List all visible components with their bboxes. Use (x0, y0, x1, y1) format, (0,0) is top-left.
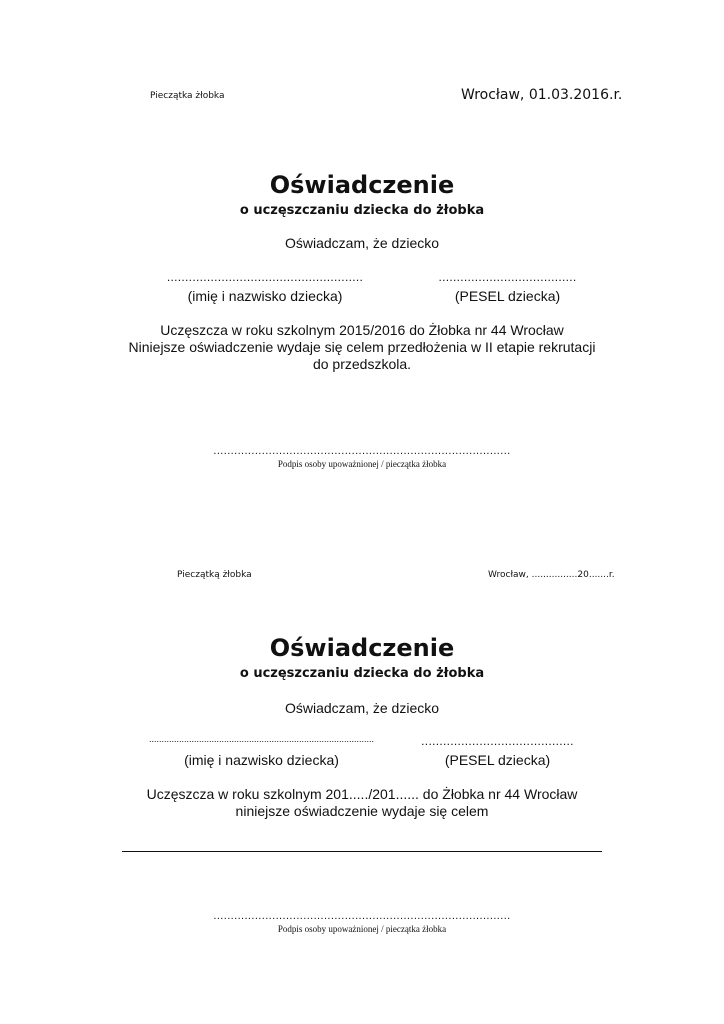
document-title: Oświadczenie (269, 634, 455, 662)
child-name-caption: (imię i nazwisko dziecka) (184, 752, 339, 768)
child-name-field[interactable]: ...................................................... (166, 270, 364, 284)
signature-caption: Podpis osoby upoważnionej / pieczątka żłobka (277, 459, 447, 469)
attendance-line-1: Uczęszcza w roku szkolnym 2015/2016 do Żłobka nr 44 Wrocław (160, 322, 564, 338)
fill-in-line[interactable] (122, 851, 602, 852)
pesel-field[interactable]: .......................................... (421, 734, 574, 748)
document-subtitle: o uczęszczaniu dziecka do żłobka (239, 666, 485, 681)
stamp-label: Pieczątka żłobka (150, 91, 225, 101)
document-title: Oświadczenie (269, 171, 455, 199)
declaration-text: Oświadczam, że dziecko (284, 700, 440, 716)
stamp-label: Pieczątką żłobka (177, 570, 252, 580)
child-name-field[interactable]: .......................................................................................... (148, 734, 375, 744)
attendance-line-2: Niniejsze oświadczenie wydaje się celem przedłożenia w II etapie rekrutacji (128, 339, 596, 355)
pesel-caption: (PESEL dziecka) (454, 288, 561, 304)
pesel-field[interactable]: ...................................... (438, 270, 577, 284)
signature-caption: Podpis osoby upoważnionej / pieczątka żłobka (277, 924, 447, 934)
place-date: Wrocław, 01.03.2016.r. (461, 87, 623, 103)
attendance-line-2: niniejsze oświadczenie wydaje się celem (235, 803, 489, 819)
document-subtitle: o uczęszczaniu dziecka do żłobka (239, 203, 485, 218)
attendance-line-3: do przedszkola. (312, 356, 412, 372)
signature-field[interactable]: ...................................................................................... (213, 910, 511, 922)
declaration-text: Oświadczam, że dziecko (284, 235, 440, 251)
pesel-caption: (PESEL dziecka) (444, 752, 551, 768)
place-date[interactable]: Wrocław, ................20.......r. (488, 570, 615, 580)
child-name-caption: (imię i nazwisko dziecka) (187, 288, 343, 304)
signature-field[interactable]: ...................................................................................... (213, 445, 511, 457)
attendance-line-1: Uczęszcza w roku szkolnym 201...../201...... do Żłobka nr 44 Wrocław (146, 786, 578, 802)
